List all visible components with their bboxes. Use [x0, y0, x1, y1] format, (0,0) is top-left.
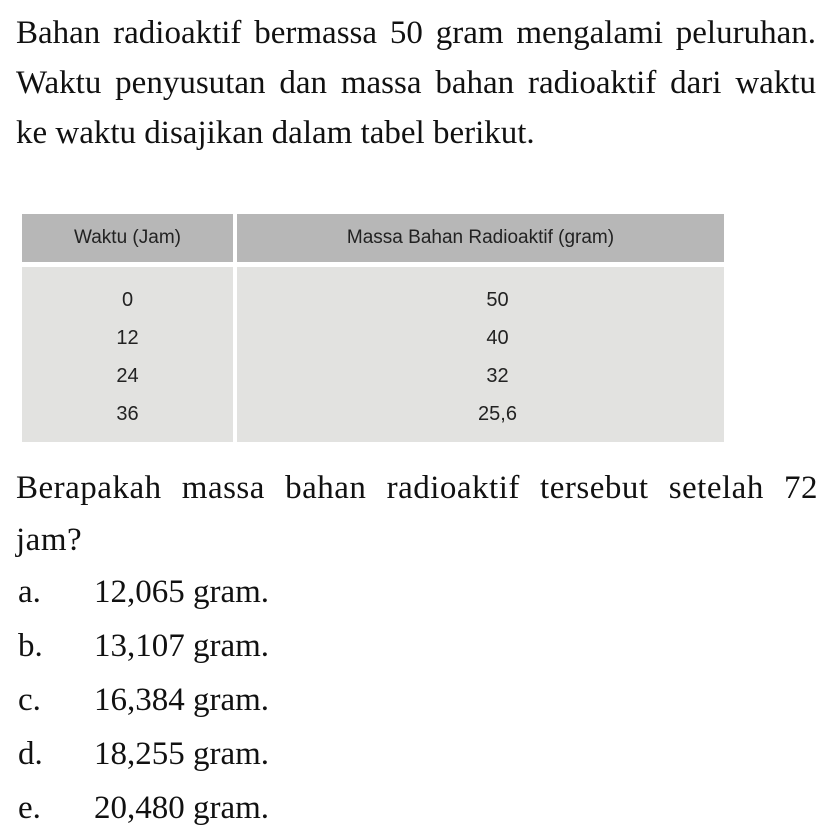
option-e[interactable] [18, 781, 269, 835]
column-massa [237, 214, 724, 442]
cell-massa: 32 [486, 364, 509, 387]
option-text: 13,107 gram. [94, 627, 270, 664]
column-waktu [22, 214, 233, 442]
cell-waktu: 0 [121, 288, 134, 311]
option-letter: a. [18, 573, 41, 610]
option-c[interactable] [18, 673, 269, 727]
header-massa: Massa Bahan Radioaktif (gram) [237, 214, 724, 267]
option-text: 16,384 gram. [94, 681, 270, 718]
cell-waktu: 12 [116, 326, 139, 349]
option-d[interactable] [18, 727, 269, 781]
answer-options [18, 565, 269, 835]
option-text: 20,480 gram. [94, 789, 270, 826]
problem-intro: Bahan radioaktif bermassa 50 gram mengalami peluruhan. Waktu penyusutan dan massa bahan radioaktif dari waktu ke waktu disajikan dalam tabel berikut. [16, 15, 816, 151]
cell-waktu: 36 [116, 402, 139, 425]
option-letter: b. [18, 627, 43, 664]
option-text: 18,255 gram. [94, 735, 270, 772]
option-letter: c. [18, 681, 41, 718]
data-table [22, 214, 724, 442]
option-letter: d. [18, 735, 43, 772]
option-a[interactable] [18, 565, 269, 619]
header-waktu: Waktu (Jam) [22, 214, 233, 267]
cell-massa: 50 [486, 288, 509, 311]
cell-massa: 40 [486, 326, 509, 349]
cell-massa: 25,6 [478, 402, 517, 425]
option-letter: e. [18, 789, 41, 826]
option-text: 12,065 gram. [94, 573, 270, 610]
option-b[interactable] [18, 619, 269, 673]
question-text: Berapakah massa bahan radioaktif tersebut setelah 72 jam? [16, 470, 818, 558]
cell-waktu: 24 [116, 364, 139, 387]
